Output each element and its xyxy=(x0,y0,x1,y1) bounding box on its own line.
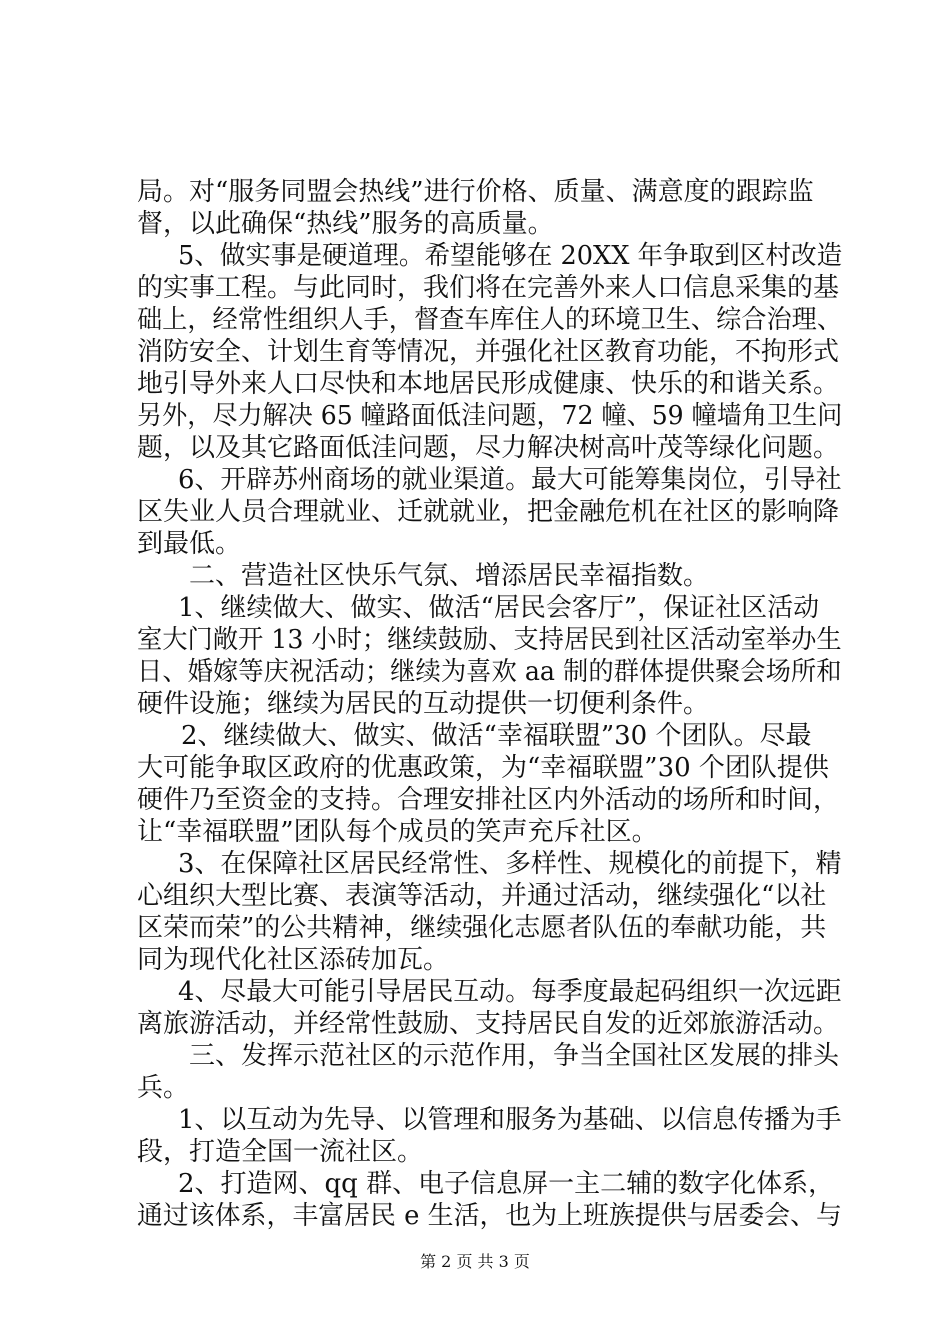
text-line: 区荣而荣”的公共精神，继续强化志愿者队伍的奉献功能，共 xyxy=(137,913,827,943)
text-line: 另外，尽力解决 65 幢路面低洼问题，72 幢、59 幢墙角卫生问 xyxy=(137,401,843,431)
text-line: 6、开辟苏州商场的就业渠道。最大可能筹集岗位，引导社 xyxy=(178,465,842,495)
text-line: 2、继续做大、做实、做活“幸福联盟”30 个团队。尽最 xyxy=(181,721,812,751)
text-line: 局。对“服务同盟会热线”进行价格、质量、满意度的跟踪监 xyxy=(137,177,814,207)
text-line: 大可能争取区政府的优惠政策，为“幸福联盟”30 个团队提供 xyxy=(137,753,829,783)
text-line: 3、在保障社区居民经常性、多样性、规模化的前提下，精 xyxy=(178,849,842,879)
text-line: 5、做实事是硬道理。希望能够在 20XX 年争取到区村改造 xyxy=(178,241,843,271)
section-heading: 二、营造社区快乐气氛、增添居民幸福指数。 xyxy=(189,561,710,591)
text-line: 离旅游活动，并经常性鼓励、支持居民自发的近郊旅游活动。 xyxy=(137,1009,840,1039)
text-line: 1、以互动为先导、以管理和服务为基础、以信息传播为手 xyxy=(178,1105,842,1135)
text-line: 段，打造全国一流社区。 xyxy=(137,1137,424,1167)
page-footer: 第 2 页 共 3 页 xyxy=(420,1252,530,1271)
text-line: 督，以此确保“热线”服务的高质量。 xyxy=(137,209,554,239)
section-heading: 三、发挥示范社区的示范作用，争当全国社区发展的排头 xyxy=(189,1041,840,1071)
text-line: 题，以及其它路面低洼问题，尽力解决树高叶茂等绿化问题。 xyxy=(137,433,840,463)
text-line: 心组织大型比赛、表演等活动，并通过活动，继续强化“以社 xyxy=(137,881,827,911)
text-line: 让“幸福联盟”团队每个成员的笑声充斥社区。 xyxy=(137,817,658,847)
text-line: 1、继续做大、做实、做活“居民会客厅”，保证社区活动 xyxy=(178,593,820,623)
text-line: 地引导外来人口尽快和本地居民形成健康、快乐的和谐关系。 xyxy=(137,369,840,399)
text-line: 硬件设施；继续为居民的互动提供一切便利条件。 xyxy=(137,689,710,719)
text-line: 室大门敞开 13 小时；继续鼓励、支持居民到社区活动室举办生 xyxy=(137,625,842,655)
text-line: 通过该体系，丰富居民 e 生活，也为上班族提供与居委会、与 xyxy=(137,1201,842,1231)
text-line: 4、尽最大可能引导居民互动。每季度最起码组织一次远距 xyxy=(178,977,842,1007)
text-line: 2、打造网、qq 群、电子信息屏一主二辅的数字化体系， xyxy=(178,1169,835,1199)
text-line: 消防安全、计划生育等情况，并强化社区教育功能，不拘形式 xyxy=(137,337,840,367)
text-line: 到最低。 xyxy=(137,529,242,559)
text-line: 区失业人员合理就业、迁就就业，把金融危机在社区的影响降 xyxy=(137,497,840,527)
text-line: 日、婚嫁等庆祝活动；继续为喜欢 aa 制的群体提供聚会场所和 xyxy=(137,657,842,687)
text-line: 硬件乃至资金的支持。合理安排社区内外活动的场所和时间， xyxy=(137,785,840,815)
text-line: 的实事工程。与此同时，我们将在完善外来人口信息采集的基 xyxy=(137,273,840,303)
text-line: 础上，经常性组织人手，督查车库住人的环境卫生、综合治理、 xyxy=(137,305,843,335)
text-line: 同为现代化社区添砖加瓦。 xyxy=(137,945,450,975)
text-line: 兵。 xyxy=(137,1073,190,1103)
